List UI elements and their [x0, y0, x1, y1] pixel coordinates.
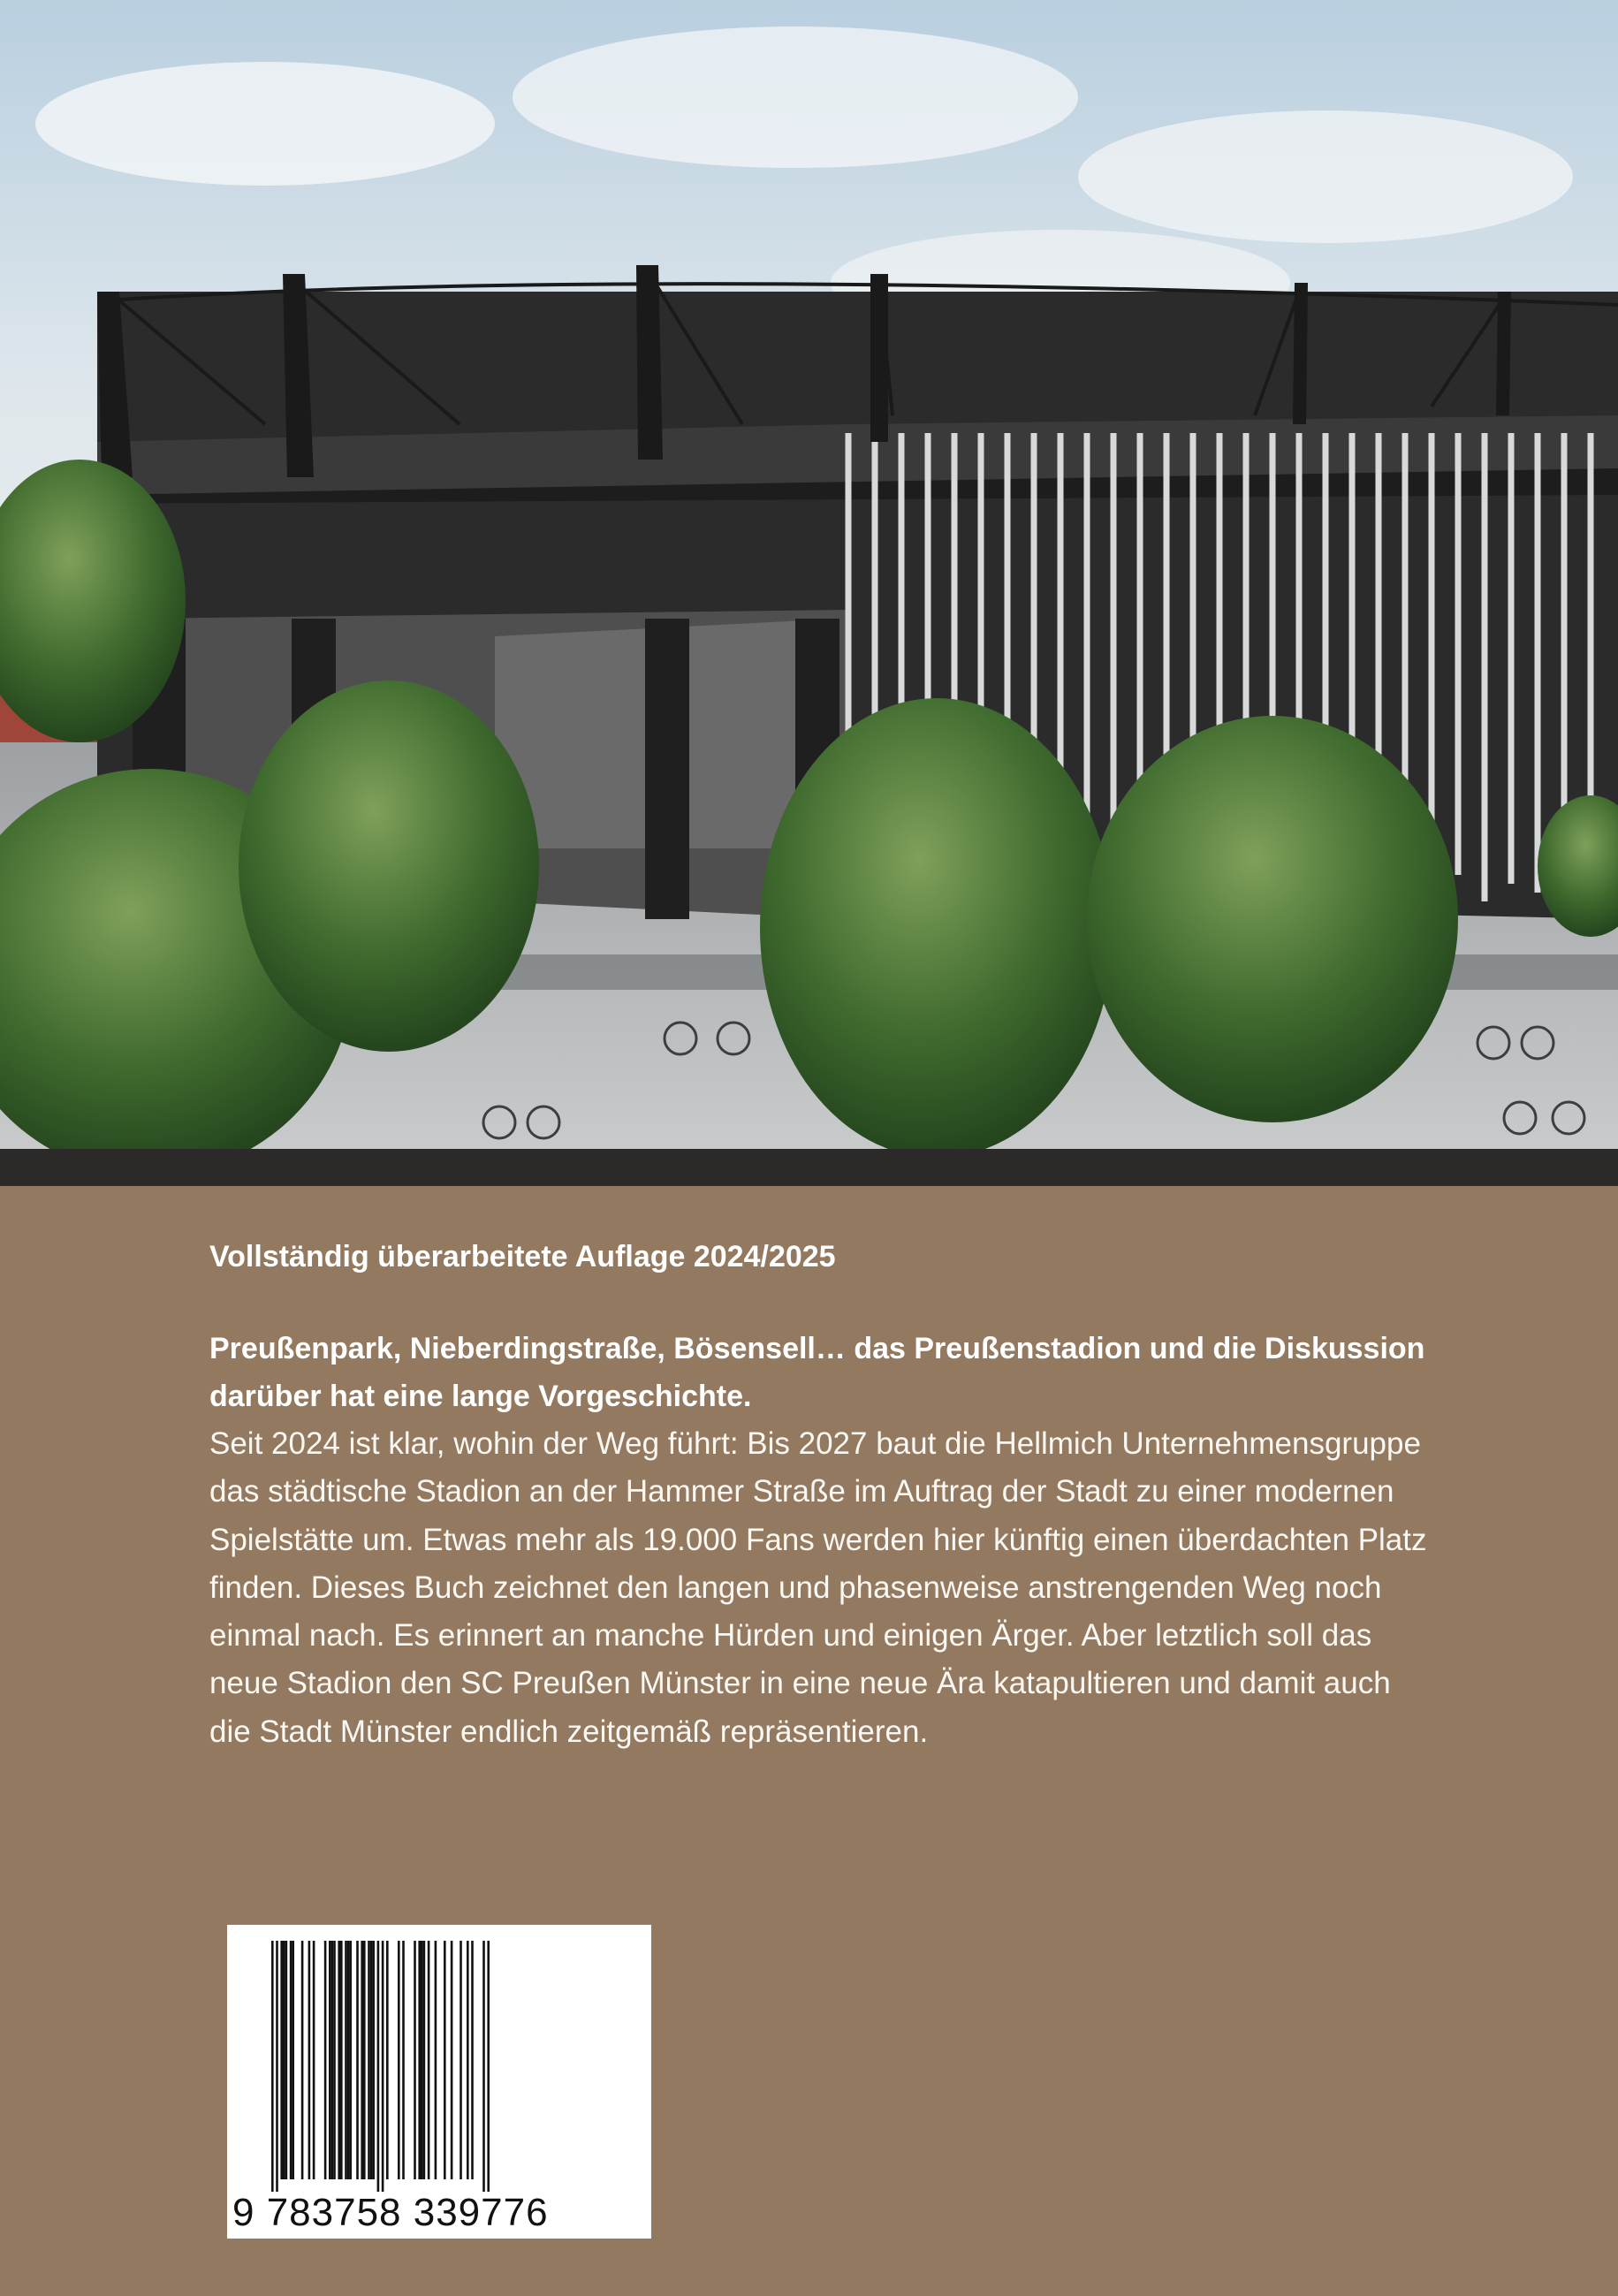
barcode-bar	[338, 1941, 340, 2179]
barcode-bar	[361, 1941, 363, 2179]
blurb	[209, 1233, 1429, 1756]
barcode-bar	[271, 1941, 274, 2192]
barcode-bar	[301, 1941, 304, 2179]
barcode-bar	[421, 1941, 423, 2179]
divider-bar	[0, 1149, 1618, 1186]
barcode-bar	[428, 1941, 430, 2179]
edition-note: Vollständig überarbeitete Auflage 2024/2025	[209, 1240, 836, 1273]
barcode-bar	[435, 1941, 437, 2179]
barcode-bar	[451, 1941, 453, 2179]
barcode-bar	[290, 1941, 292, 2179]
barcode-bar	[423, 1941, 426, 2179]
barcode-bar	[345, 1941, 347, 2179]
barcode-bar	[349, 1941, 352, 2179]
barcode-bar	[414, 1941, 416, 2179]
barcode-bar	[313, 1941, 315, 2179]
barcode-bar	[324, 1941, 327, 2179]
barcode-bar	[372, 1941, 375, 2179]
barcode-bar	[402, 1941, 405, 2179]
barcode-bar	[280, 1941, 283, 2179]
barcode-bar	[444, 1941, 446, 2179]
barcode-bar	[370, 1941, 373, 2179]
barcode-bar	[333, 1941, 336, 2179]
barcode-bar	[377, 1941, 380, 2192]
barcode-bar	[285, 1941, 288, 2179]
barcode-bar	[308, 1941, 311, 2179]
barcode-bar	[347, 1941, 350, 2179]
barcode-bar	[467, 1941, 469, 2179]
barcode-bar	[487, 1941, 490, 2192]
barcode-bar	[398, 1941, 400, 2179]
barcode-bar	[418, 1941, 421, 2179]
barcode-bar	[368, 1941, 370, 2179]
barcode-bar	[331, 1941, 334, 2179]
barcode-bar	[340, 1941, 343, 2179]
barcode-bar	[363, 1941, 366, 2179]
isbn-digits: 9 783758 339776	[232, 2191, 549, 2234]
barcode-bar	[329, 1941, 331, 2179]
lead-paragraph: Preußenpark, Nieberdingstraße, Bösensell… das Preußenstadion und die Diskussion darüber hat eine lange Vorgeschichte.	[209, 1332, 1425, 1413]
barcode-bar	[292, 1941, 294, 2179]
barcode-bar	[283, 1941, 285, 2179]
barcode-bar	[356, 1941, 359, 2179]
body-paragraph: Seit 2024 ist klar, wohin der Weg führt: Bis 2027 baut die Hellmich Unternehmensgruppe das städtische Stadion an der Hammer Straße im Auftrag der Stadt zu einer modernen Spielstätte um. Etwas mehr als 19.000 Fans werden hier künftig einen überdachten Platz finden. Dieses Buch zeichnet den langen und phasenweise anstrengenden Weg noch einmal nach. Es erinnert an manche Hürden und einigen Ärger. Aber letztlich soll das neue Stadion den SC Preußen Münster in eine neue Ära katapultieren und damit auch die Stadt Münster endlich zeitgemäß repräsentieren.	[209, 1426, 1427, 1749]
barcode-bar	[382, 1941, 384, 2192]
isbn-barcode	[227, 1925, 651, 2239]
barcode-bar	[276, 1941, 278, 2192]
barcode-bar	[460, 1941, 462, 2179]
barcode-bar	[482, 1941, 485, 2192]
barcode-bar	[386, 1941, 389, 2179]
barcode-bar	[471, 1941, 474, 2179]
